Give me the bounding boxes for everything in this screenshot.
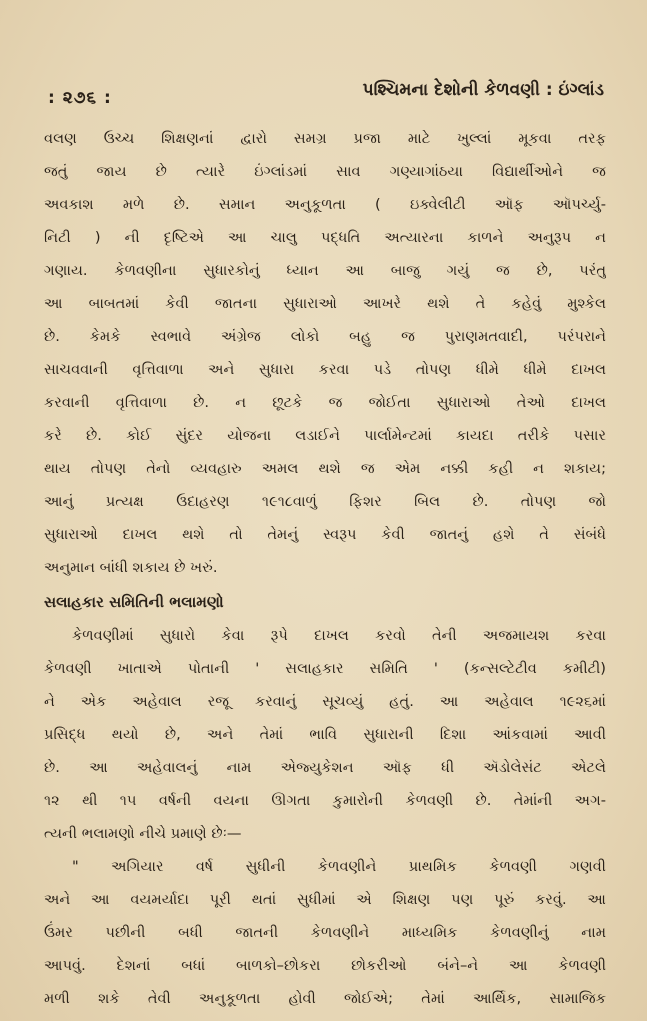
text-line: કરે છે. કોઈ સુંદર યોજના લડાઈને પાર્લામેન્ટમાં કાયદા તરીકે પસાર: [44, 427, 606, 444]
text-line: ૧૨ થી ૧૫ વર્ષની વયના ઊગતા કુમારોની કેળવણી છે. તેમાંની અગ-: [44, 792, 606, 809]
text-line: છે. કેમકે સ્વભાવે અંગ્રેજ લોકો બહુ જ પુરાણમતવાદી, પરંપરાને: [44, 328, 606, 345]
text-line: મળી શકે તેવી અનુકૂળતા હોવી જોઈએ; તેમાં આર્થિક, સામાજિક: [44, 990, 606, 1007]
text-line: ત્યની ભલામણો નીચે પ્રમાણે છેઃ—: [44, 825, 242, 842]
section-heading: સલાહકાર સમિતિની ભલામણો: [44, 593, 224, 611]
body-text: [44, 122, 606, 1015]
text-line: થાય તોપણ તેનો વ્યવહારુ અમલ થશે જ એમ નક્કી કહી ન શકાય;: [44, 460, 606, 477]
text-line: વલણ ઉચ્ચ શિક્ષણનાં દ્વારો સમગ્ર પ્રજા માટે ખુલ્લાં મૂકવા તરફ: [44, 130, 606, 147]
paragraph-2: [44, 619, 606, 850]
paragraph-1: [44, 122, 606, 584]
text-line: કેળવણી ખાતાએ પોતાની ' સલાહકાર સમિતિ ' (કન્સલ્ટેટીવ કમીટી): [44, 660, 606, 677]
text-line: ને એક અહેવાલ રજૂ કરવાનું સૂચવ્યું હતું. આ અહેવાલ ૧૯૨૬માં: [44, 693, 606, 710]
page-header: [48, 80, 604, 116]
text-line: કરવાની વૃત્તિવાળા છે. ન છૂટકે જ જોઈતા સુધારાઓ તેઓ દાખલ: [44, 394, 606, 411]
text-line: સાચવવાની વૃત્તિવાળા અને સુધારા કરવા પડે તોપણ ધીમે ધીમે દાખલ: [44, 361, 606, 378]
text-line: છે. આ અહેવાલનું નામ એજ્યુકેશન ઑફ ધી ઍડોલેસંટ એટલે: [44, 759, 606, 776]
text-line: અને આ વયમર્યાદા પૂરી થતાં સુધીમાં એ શિક્ષણ પણ પૂરું કરવું. આ: [44, 891, 606, 908]
text-line: અનુમાન બાંધી શકાય છે ખરું.: [44, 559, 218, 576]
text-line: ગણાય. કેળવણીના સુધારકોનું ધ્યાન આ બાજુ ગયું જ છે, પરંતુ: [44, 262, 606, 279]
text-line: આનું પ્રત્યક્ષ ઉદાહરણ ૧૯૧૮વાળું ફિશર બિલ છે. તોપણ જો: [44, 493, 606, 510]
text-line: કેળવણીમાં સુધારો કેવા રૂપે દાખલ કરવો તેની અજમાયશ કરવા: [72, 627, 606, 644]
text-line: આ બાબતમાં કેવી જાતના સુધારાઓ આખરે થશે તે કહેવું મુશ્કેલ: [44, 295, 606, 312]
text-line: " અગિયાર વર્ષ સુધીની કેળવણીને પ્રાથમિક કેળવણી ગણવી: [72, 858, 606, 875]
running-head: પશ્ચિમના દેશોની કેળવણી : ઇંગ્લાંડ: [362, 80, 604, 100]
text-line: પ્રસિદ્ધ થયો છે, અને તેમાં ભાવિ સુધારાની દિશા આંકવામાં આવી: [44, 726, 606, 743]
text-line: ઉંમર પછીની બધી જાતની કેળવણીને માધ્યમિક કેળવણીનું નામ: [44, 924, 606, 941]
text-line: આપવું. દેશનાં બધાં બાળકો–છોકરા છોકરીઓ બંને–ને આ કેળવણી: [44, 957, 606, 974]
page-number: : ૨૭૬ :: [48, 88, 112, 108]
paragraph-3: [44, 850, 606, 1015]
text-line: સુધારાઓ દાખલ થશે તો તેમનું સ્વરૂપ કેવી જાતનું હશે તે સંબંધે: [44, 526, 606, 543]
text-line: અવકાશ મળે છે. સમાન અનુકૂળતા ( ઇક્વેલીટી ઑફ ઑપર્ચ્યુ-: [44, 196, 606, 213]
text-line: જતું જાય છે ત્યારે ઇંગ્લાંડમાં સાવ ગણ્યાગાંઠયા વિદ્યાર્થીઓને જ: [44, 163, 606, 180]
text-line: નિટી ) ની દૃષ્ટિએ આ ચાલુ પદ્ધતિ અત્યારના કાળને અનુરૂપ ન: [44, 229, 606, 246]
